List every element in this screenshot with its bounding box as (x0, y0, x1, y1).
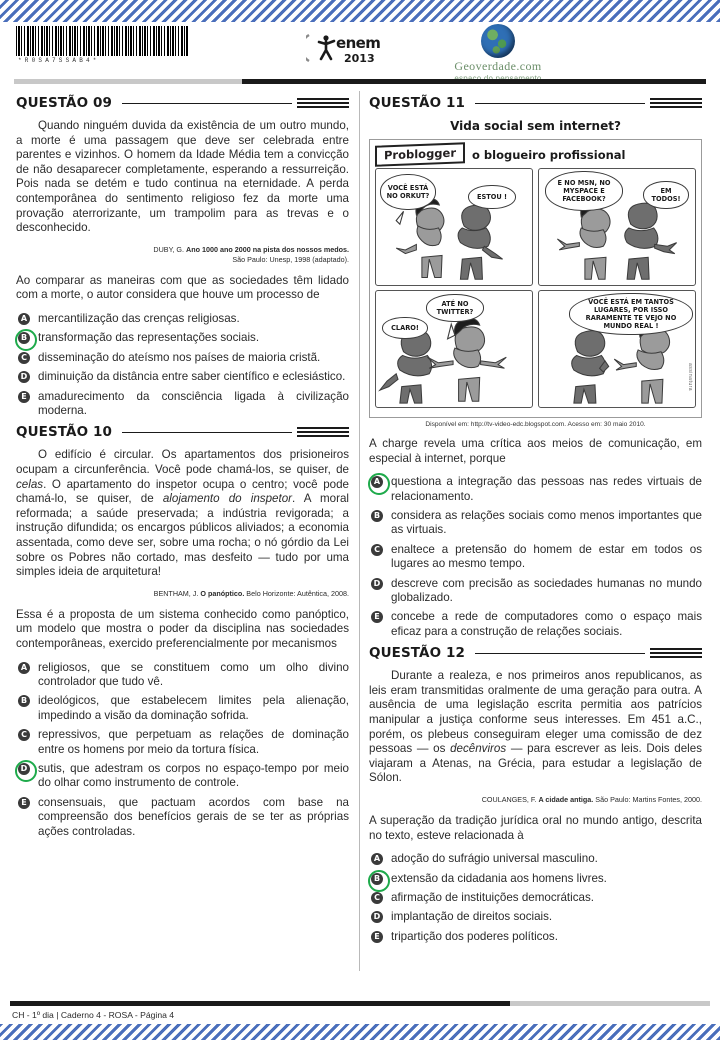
alternative-text: repressivos, que perpetuam as relações de dominação entre os homens por meio da tortura física. (38, 728, 349, 756)
source-publisher: São Paulo: Martins Fontes, 2000. (593, 795, 702, 804)
enem-logo-icon (306, 32, 340, 64)
enem-wordmark: enem (336, 34, 381, 52)
alternative-c[interactable] (369, 891, 702, 905)
alternative-letter: E (371, 611, 383, 623)
question-10-label: QUESTÃO 10 (16, 424, 112, 441)
watermark-name: Geoverdade.com (454, 59, 542, 73)
text-emphasis: decênviros (450, 742, 507, 756)
alternative-text: sutis, que adestram os corpos no espaço-tempo por meio do olhar como instrumento de controle. (38, 761, 349, 790)
alternative-text: adoção do sufrágio universal masculino. (391, 852, 598, 866)
alternative-b[interactable] (16, 694, 349, 723)
heading-rule (122, 432, 292, 433)
source-title: A cidade antiga. (538, 795, 594, 804)
alternative-marker[interactable] (369, 891, 391, 905)
alternative-b[interactable] (369, 872, 702, 886)
alternative-marker[interactable] (369, 509, 391, 538)
question-09-alternatives (16, 312, 349, 418)
alternative-letter: C (371, 544, 383, 556)
alternative-letter: A (371, 476, 383, 488)
alternative-marker[interactable] (16, 728, 38, 757)
alternative-letter: B (18, 695, 30, 707)
alternative-marker[interactable] (369, 610, 391, 639)
comic-brand-row (375, 144, 696, 165)
alternative-e[interactable] (16, 390, 349, 419)
alternative-c[interactable] (369, 543, 702, 572)
heading-bars-icon (297, 98, 349, 108)
exam-page-sheet (0, 22, 720, 1024)
comic-panel-row-top (375, 168, 696, 286)
heading-rule (475, 103, 645, 104)
alternative-d[interactable] (16, 762, 349, 791)
heading-rule (475, 653, 645, 654)
alternative-letter: C (18, 352, 30, 364)
alternative-letter: D (18, 371, 30, 383)
alternative-c[interactable] (16, 728, 349, 757)
source-title: Ano 1000 ano 2000 na pista dos nossos medos. (186, 244, 349, 254)
barcode (16, 26, 194, 64)
speech-bubble: E NO MSN, NO MYSPACE E FACEBOOK? (545, 171, 623, 211)
alternative-marker-selected[interactable] (16, 331, 38, 345)
comic-figure (369, 139, 702, 418)
alternative-d[interactable] (369, 577, 702, 606)
question-12-text (369, 669, 702, 786)
alternative-text: mercantilização das crenças religiosas. (38, 311, 240, 325)
alternative-text: afirmação de instituições democráticas. (391, 891, 594, 904)
alternative-text: consensuais, que pactuam acordos com base na compreensão dos benefícios gerais de se ter as próprias ações controladas. (38, 795, 349, 838)
text-segment: O edifício é circular. Os apartamentos dos prisioneiros ocupam a circunferência. Você pode chamá-los, se quiser, de (16, 448, 349, 476)
alternative-text: extensão da cidadania aos homens livres. (391, 871, 607, 885)
heading-bars-icon (297, 427, 349, 437)
column-divider (355, 91, 363, 987)
alternative-a[interactable] (369, 475, 702, 504)
alternative-text: considera as relações sociais como menos importantes que as virtuais. (391, 509, 702, 537)
artist-signature: assinatura (687, 362, 693, 391)
question-11-heading (369, 95, 702, 111)
right-column (363, 91, 708, 987)
text-segment: . A moral reformada; a saúde preservada; a indústria revigorada; a instrução difundida; os encargos públicos aliviados; a economia assentada, como deve ser, sobre uma rocha; o nó górdio da Lei sobre os Pobres não cortado, mas desfeito — tudo por uma simples ideia de arquitetura! (16, 492, 350, 579)
question-11-prompt: A charge revela uma crítica aos meios de comunicação, em especial à internet, porque (369, 437, 702, 465)
alternative-text: tripartição dos poderes políticos. (391, 929, 558, 943)
header-divider-rule (14, 78, 706, 85)
question-10-source (16, 589, 349, 599)
alternative-letter: D (18, 763, 30, 775)
alternative-e[interactable] (369, 930, 702, 944)
globe-icon (481, 24, 515, 58)
speech-bubble: EM TODOS! (643, 181, 689, 209)
alternative-marker[interactable] (369, 543, 391, 572)
source-author: DUBY, G. (153, 244, 187, 254)
alternative-text: enaltece a pretensão do homem de estar em todos os lugares ao mesmo tempo. (391, 542, 702, 571)
alternative-b[interactable] (16, 331, 349, 345)
alternative-text: implantação de direitos sociais. (391, 910, 553, 924)
source-publisher: Belo Horizonte: Autêntica, 2008. (244, 588, 349, 598)
alternative-letter: A (371, 853, 383, 865)
alternative-letter: D (371, 578, 383, 590)
question-09-source (16, 245, 349, 265)
speech-bubble: VOCÊ ESTÁ EM TANTOS LUGARES, POR ISSO RARAMENTE TE VEJO NO MUNDO REAL ! (569, 293, 693, 335)
question-12-prompt: A superação da tradição jurídica oral no mundo antigo, descrita no texto, esteve relacionada à (369, 814, 702, 842)
comic-brand-subtitle: o blogueiro profissional (472, 147, 626, 162)
text-segment: . O apartamento do inspetor ocupa o centro; você pode chamá-lo, se quiser, de (16, 477, 349, 506)
footer-text: CH - 1º dia | Caderno 4 - ROSA - Página 4 (12, 1010, 175, 1020)
comic-panel-1 (375, 168, 533, 286)
comic-panel-4 (538, 290, 696, 408)
question-10-text (16, 448, 349, 579)
alternative-a[interactable] (16, 312, 349, 326)
alternative-c[interactable] (16, 351, 349, 365)
alternative-letter: B (371, 510, 383, 522)
left-column (10, 91, 355, 987)
decorative-stripe-top (0, 0, 720, 22)
question-12-label: QUESTÃO 12 (369, 645, 465, 662)
alternative-marker-selected[interactable] (369, 475, 391, 504)
question-09-heading (16, 95, 349, 111)
barcode-bars (16, 26, 188, 56)
alternative-text: diminuição da distância entre saber científico e eclesiástico. (38, 370, 346, 384)
alternative-marker-selected[interactable] (16, 762, 38, 791)
alternative-letter: B (18, 332, 30, 344)
speech-bubble: ESTOU ! (468, 185, 516, 209)
alternative-marker[interactable] (369, 852, 391, 866)
comic-panel-row-bottom (375, 290, 696, 408)
page-header (10, 22, 710, 78)
alternative-b[interactable] (369, 509, 702, 538)
alternative-marker[interactable] (16, 661, 38, 690)
alternative-letter: E (18, 391, 30, 403)
source-publisher: São Paulo: Unesp, 1998 (adaptado). (232, 254, 349, 264)
alternative-marker[interactable] (16, 796, 38, 839)
alternative-text: concebe a rede de computadores como o espaço mais eficaz para a construção de relações sociais. (391, 610, 702, 638)
alternative-text: disseminação do ateísmo nos países de maioria cristã. (38, 350, 321, 364)
footer-divider-rule (10, 1000, 710, 1007)
source-title: O panóptico. (200, 588, 245, 598)
comic-source: Disponível em: http://tv-video-edc.blogspot.com. Acesso em: 30 maio 2010. (425, 421, 646, 428)
heading-rule (122, 103, 292, 104)
alternative-letter: D (371, 911, 383, 923)
alternative-marker[interactable] (369, 930, 391, 944)
alternative-d[interactable] (369, 910, 702, 924)
alternative-marker[interactable] (16, 370, 38, 384)
question-09-text: Quando ninguém duvida da existência de um outro mundo, a morte é uma passagem que deve ser celebrada entre parentes e vizinhos. O homem da Idade Média tem a convicção de não desaparecer completamente, esperando a ressurreição. Pois nada se detém e tudo continua na eternidade. A perda contemporânea do sentimento religioso fez da morte uma provação aterrorizante, um trampolim para as trevas e o desconhecido. (16, 119, 349, 235)
enem-year: 2013 (344, 52, 375, 65)
alternative-marker[interactable] (16, 351, 38, 365)
alternative-letter: C (18, 729, 30, 741)
alternative-marker[interactable] (369, 910, 391, 924)
source-author: COULANGES, F. (481, 795, 539, 804)
alternative-marker[interactable] (16, 312, 38, 326)
alternative-marker[interactable] (16, 694, 38, 723)
comic-panel-2 (538, 168, 696, 286)
alternative-text: questiona a integração das pessoas nas redes virtuais de relacionamento. (391, 475, 702, 503)
question-12-source (369, 795, 702, 805)
question-10-prompt: Essa é a proposta de um sistema conhecido como panóptico, um modelo que mostra o poder da disciplina nas sociedades contemporâneas, exercido preferencialmente por mecanismos (16, 607, 349, 650)
question-11-label: QUESTÃO 11 (369, 95, 465, 111)
speech-bubble: VOCÊ ESTÁ NO ORKUT? (380, 174, 436, 210)
geoverdade-watermark (428, 24, 568, 83)
question-11-alternatives (369, 475, 702, 639)
alternative-d[interactable] (16, 370, 349, 384)
heading-bars-icon (650, 648, 702, 658)
alternative-letter: E (18, 797, 30, 809)
alternative-text: religiosos, que se constituem como um olho divino controlador que tudo vê. (38, 660, 349, 688)
question-12-alternatives (369, 852, 702, 944)
alternative-e[interactable] (369, 610, 702, 639)
alternative-a[interactable] (16, 661, 349, 690)
speech-bubble: CLARO! (382, 317, 428, 339)
alternative-letter: B (371, 873, 383, 885)
alternative-text: amadurecimento da consciência ligada à civilização moderna. (38, 389, 349, 417)
alternative-e[interactable] (16, 796, 349, 839)
text-emphasis: celas (16, 477, 44, 491)
enem-logo (306, 28, 392, 70)
heading-bars-icon (650, 98, 702, 108)
source-author: BENTHAM, J. (153, 588, 201, 598)
speech-bubble: ATÉ NO TWITTER? (426, 294, 484, 322)
alternative-marker[interactable] (16, 390, 38, 419)
comic-title: Vida social sem internet? (450, 119, 621, 133)
alternative-a[interactable] (369, 852, 702, 866)
alternative-text: descreve com precisão as sociedades humanas no mundo globalizado. (391, 576, 702, 605)
alternative-letter: E (371, 931, 383, 943)
comic-brand-chip: Problogger (375, 142, 465, 166)
text-emphasis: alojamento do inspetor (162, 492, 293, 506)
decorative-stripe-bottom (0, 1024, 720, 1040)
barcode-text: *R0SA7SSAB4* (18, 57, 100, 64)
question-10-alternatives (16, 661, 349, 839)
question-12-heading (369, 645, 702, 661)
two-column-body (10, 85, 710, 987)
alternative-letter: C (371, 892, 383, 904)
alternative-letter: A (18, 662, 30, 674)
question-09-prompt: Ao comparar as maneiras com que as sociedades têm lidado com a morte, o autor considera que houve um processo de (16, 273, 349, 302)
alternative-text: ideológicos, que estabelecem limites pela alienação, impedindo a visão da dominação sofrida. (38, 694, 349, 722)
question-09-label: QUESTÃO 09 (16, 95, 112, 111)
alternative-letter: A (18, 313, 30, 325)
question-10-heading (16, 424, 349, 440)
text-segment: Durante a realeza, e nos primeiros anos republicanos, as leis eram transmitidas oralmente de uma geração para outra. A ausência de uma legislação escrita permitia aos patrícios manipular a justiça conforme seus interesses. Em 451 a.C., porém, os plebeus conseguiram eleger uma comissão de dez pessoas — os (369, 669, 702, 756)
alternative-marker-selected[interactable] (369, 872, 391, 886)
page-footer (10, 1000, 710, 1020)
alternative-marker[interactable] (369, 577, 391, 606)
text-segment: — para escrever as leis. Dois deles viajaram a Atenas, na Grécia, para estudar a legislação de Sólon. (369, 742, 703, 785)
alternative-text: transformação das representações sociais. (38, 331, 260, 345)
comic-panel-3 (375, 290, 533, 408)
